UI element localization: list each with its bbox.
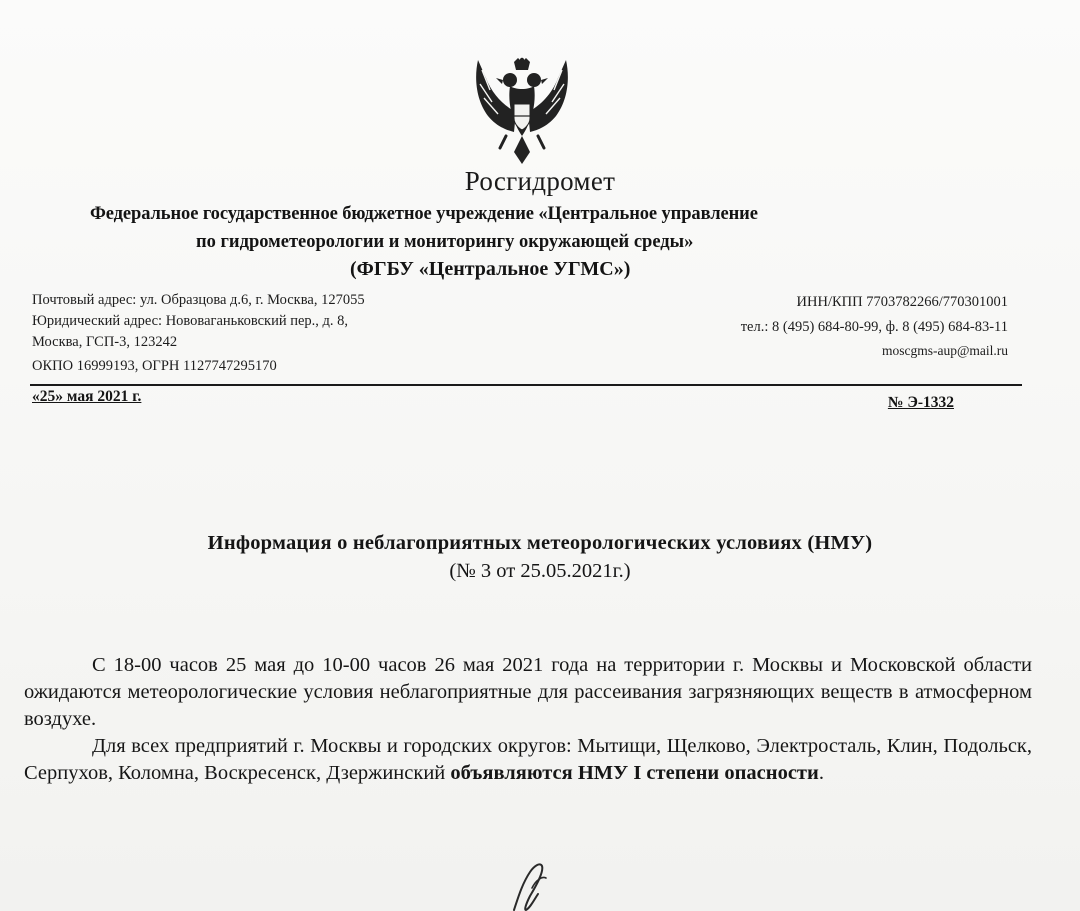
- paragraph-announcement-text: Для всех предприятий г. Москвы и городских округов: Мытищи, Щелково, Электросталь, Клин, Подольск, Серпухов, Коломна, Воскресенск, Дзержинский: [24, 735, 1032, 784]
- header-divider: [30, 384, 1022, 386]
- inn-kpp: ИНН/КПП 7703782266/770301001: [796, 294, 1008, 310]
- institution-name-line2: по гидрометеорологии и мониторингу окружающей среды»: [196, 232, 694, 252]
- legal-address-line1: Юридический адрес: Нововаганьковский пер., д. 8,: [32, 313, 349, 329]
- institution-name-line1: Федеральное государственное бюджетное учреждение «Центральное управление: [90, 204, 758, 224]
- postal-address: Почтовый адрес: ул. Образцова д.6, г. Москва, 127055: [32, 292, 365, 308]
- email-address: moscgms-aup@mail.ru: [881, 343, 1008, 358]
- paragraph-forecast-text: С 18-00 часов 25 мая до 10-00 часов 26 мая 2021 года на территории г. Москвы и Московской области ожидаются метеорологические условия неблагоприятные для рассеивания загрязняющих веществ в атмосферном воздухе.: [24, 654, 1032, 730]
- org-name: Росгидромет: [464, 166, 616, 196]
- registration-codes: ОКПО 16999193, ОГРН 1127747295170: [32, 358, 277, 374]
- hazard-level-statement: объявляются НМУ I степени опасности: [450, 762, 819, 784]
- paragraph-end-punctuation: .: [818, 762, 824, 784]
- institution-short-name: (ФГБУ «Центральное УГМС»): [350, 258, 631, 280]
- document-subtitle: (№ 3 от 25.05.2021г.): [449, 560, 631, 582]
- document-title: Информация о неблагоприятных метеорологических условиях (НМУ): [207, 532, 873, 554]
- paragraph-forecast: [24, 652, 1032, 733]
- paragraph-announcement: [24, 733, 1032, 787]
- document-number: № Э-1332: [887, 394, 954, 411]
- phone-fax: тел.: 8 (495) 684-80-99, ф. 8 (495) 684-83-11: [740, 319, 1008, 335]
- document-date: «25» мая 2021 г.: [32, 388, 142, 405]
- eagle-emblem-icon: [470, 56, 574, 166]
- legal-address-line2: Москва, ГСП-3, 123242: [32, 334, 178, 350]
- signature-icon: [500, 858, 570, 911]
